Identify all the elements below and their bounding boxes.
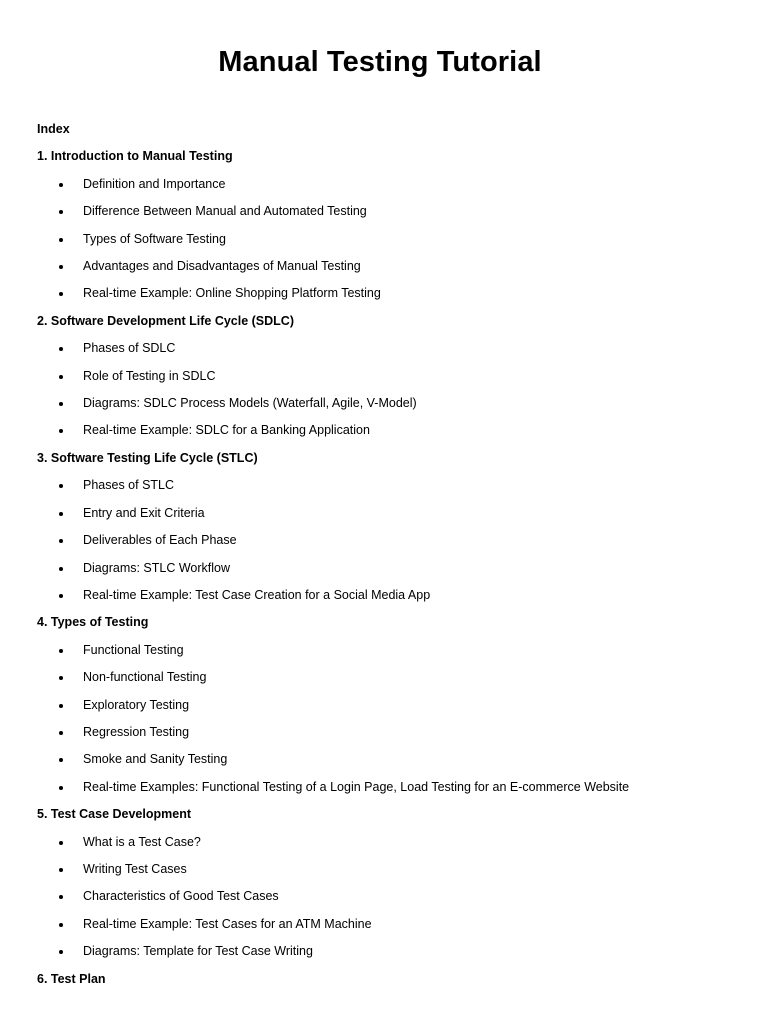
bullet-icon <box>59 758 63 762</box>
bullet-icon <box>59 347 63 351</box>
list-item-text: Writing Test Cases <box>83 861 187 876</box>
bullet-icon <box>59 841 63 845</box>
bullet-icon <box>59 731 63 735</box>
bullet-icon <box>59 238 63 242</box>
list-item-text: Functional Testing <box>83 642 184 657</box>
list-item <box>37 390 737 417</box>
list-item-text: What is a Test Case? <box>83 834 201 849</box>
bullet-icon <box>59 292 63 296</box>
bullet-icon <box>59 704 63 708</box>
list-item <box>37 555 737 582</box>
list-item <box>37 911 737 938</box>
list-item-text: Smoke and Sanity Testing <box>83 752 228 767</box>
bullet-icon <box>59 265 63 269</box>
bullet-icon <box>59 512 63 516</box>
list-item <box>37 472 737 499</box>
bullet-list <box>37 171 737 308</box>
list-item-text: Non-functional Testing <box>83 670 207 685</box>
list-item <box>37 829 737 856</box>
bullet-list <box>37 637 737 801</box>
list-item-text: Real-time Example: Test Cases for an ATM Machine <box>83 916 372 931</box>
list-item-text: Diagrams: STLC Workflow <box>83 560 231 575</box>
list-item <box>37 746 737 773</box>
list-item <box>37 171 737 198</box>
index-content <box>37 116 737 993</box>
bullet-icon <box>59 868 63 872</box>
list-item <box>37 692 737 719</box>
list-item <box>37 637 737 664</box>
bullet-icon <box>59 895 63 899</box>
list-item <box>37 253 737 280</box>
list-item-text: Diagrams: SDLC Process Models (Waterfall, Agile, V-Model) <box>83 396 417 411</box>
bullet-icon <box>59 210 63 214</box>
page-title: Manual Testing Tutorial <box>218 46 542 78</box>
list-item <box>37 582 737 609</box>
bullet-icon <box>59 594 63 598</box>
bullet-icon <box>59 375 63 379</box>
list-item-text: Advantages and Disadvantages of Manual Testing <box>83 259 361 274</box>
bullet-list <box>37 472 737 609</box>
section-heading: 3. Software Testing Life Cycle (STLC) <box>37 450 258 465</box>
list-item-text: Exploratory Testing <box>83 697 190 712</box>
list-item-text: Characteristics of Good Test Cases <box>83 889 279 904</box>
list-item <box>37 335 737 362</box>
list-item-text: Regression Testing <box>83 724 190 739</box>
list-item <box>37 527 737 554</box>
list-item <box>37 280 737 307</box>
list-item-text: Entry and Exit Criteria <box>83 505 205 520</box>
bullet-list <box>37 829 737 966</box>
list-item-text: Types of Software Testing <box>83 231 226 246</box>
bullet-list <box>37 335 737 445</box>
bullet-icon <box>59 539 63 543</box>
list-item-text: Difference Between Manual and Automated Testing <box>83 204 367 219</box>
bullet-icon <box>59 183 63 187</box>
list-item <box>37 719 737 746</box>
list-item-text: Deliverables of Each Phase <box>83 533 237 548</box>
list-item <box>37 938 737 965</box>
list-item <box>37 417 737 444</box>
list-item-text: Phases of SDLC <box>83 341 176 356</box>
list-item <box>37 856 737 883</box>
list-item <box>37 198 737 225</box>
list-item-text: Real-time Example: SDLC for a Banking Application <box>83 423 370 438</box>
section-heading: 2. Software Development Life Cycle (SDLC) <box>37 313 295 328</box>
list-item-text: Real-time Example: Test Case Creation for a Social Media App <box>83 587 431 602</box>
bullet-icon <box>59 567 63 571</box>
list-item-text: Real-time Example: Online Shopping Platform Testing <box>83 286 381 301</box>
section-list <box>37 143 737 993</box>
index-section <box>37 609 737 801</box>
list-item-text: Phases of STLC <box>83 478 175 493</box>
bullet-icon <box>59 923 63 927</box>
index-section <box>37 966 737 993</box>
section-heading: 5. Test Case Development <box>37 807 191 822</box>
bullet-icon <box>59 786 63 790</box>
list-item-text: Real-time Examples: Functional Testing of a Login Page, Load Testing for an E-commerce Website <box>83 779 630 794</box>
index-label: Index <box>37 122 70 136</box>
bullet-icon <box>59 484 63 488</box>
list-item <box>37 774 737 801</box>
list-item-text: Role of Testing in SDLC <box>83 368 216 383</box>
section-heading: 6. Test Plan <box>37 971 106 986</box>
bullet-icon <box>59 429 63 433</box>
list-item <box>37 664 737 691</box>
bullet-icon <box>59 676 63 680</box>
list-item <box>37 226 737 253</box>
list-item <box>37 363 737 390</box>
bullet-icon <box>59 950 63 954</box>
index-section <box>37 308 737 445</box>
bullet-icon <box>59 649 63 653</box>
bullet-icon <box>59 402 63 406</box>
list-item <box>37 883 737 910</box>
index-section <box>37 801 737 965</box>
list-item <box>37 500 737 527</box>
list-item-text: Diagrams: Template for Test Case Writing <box>83 944 313 959</box>
section-heading: 4. Types of Testing <box>37 615 149 630</box>
index-section <box>37 143 737 307</box>
section-heading: 1. Introduction to Manual Testing <box>37 149 233 164</box>
list-item-text: Definition and Importance <box>83 176 226 191</box>
index-section <box>37 445 737 609</box>
